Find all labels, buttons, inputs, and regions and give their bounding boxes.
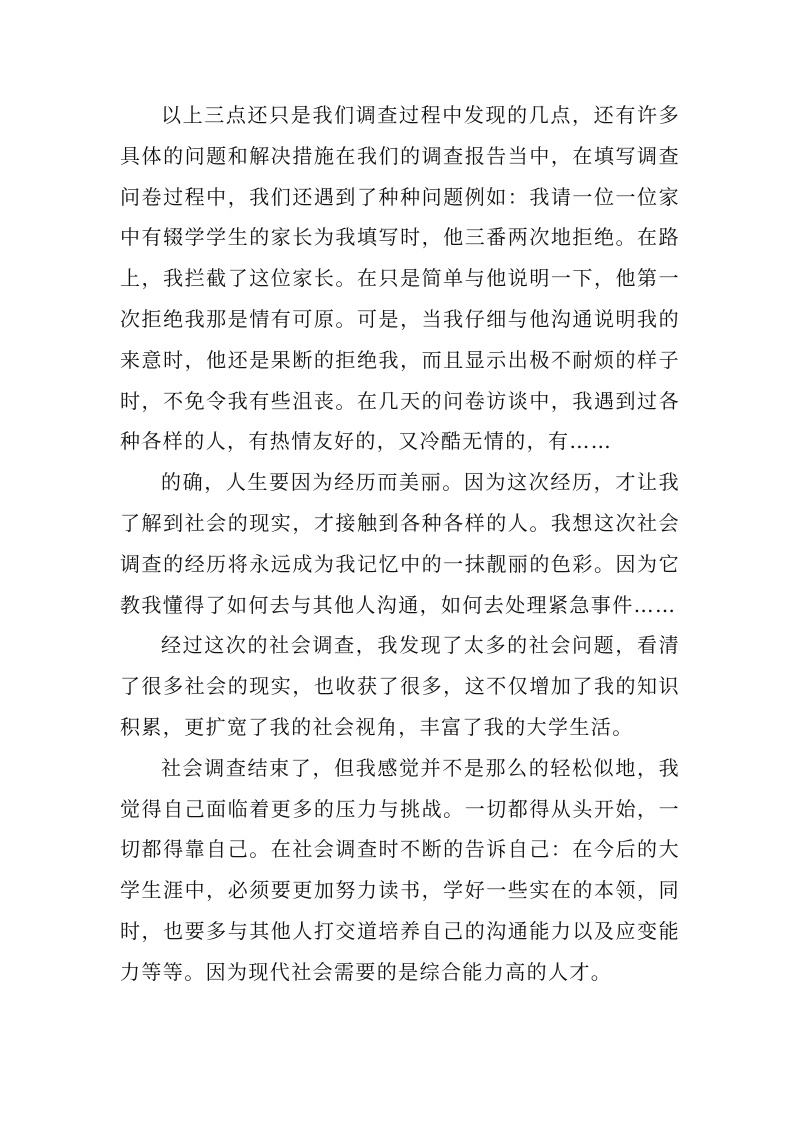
document-body — [120, 95, 680, 993]
paragraph-survey-experience: 以上三点还只是我们调查过程中发现的几点，还有许多具体的问题和解决措施在我们的调查报告当中，在填写调查问卷过程中，我们还遇到了种种问题例如：我请一位一位家中有辍学学生的家长为我填写时，他三番两次地拒绝。在路上，我拦截了这位家长。在只是简单与他说明一下，他第一次拒绝我那是情有可原。可是，当我仔细与他沟通说明我的来意时，他还是果断的拒绝我，而且显示出极不耐烦的样子时，不免令我有些沮丧。在几天的问卷访谈中，我遇到过各种各样的人，有热情友好的，又冷酷无情的，有…… — [120, 103, 680, 454]
paragraph-conclusion: 社会调查结束了，但我感觉并不是那么的轻松似地，我觉得自己面临着更多的压力与挑战。一切都得从头开始，一切都得靠自己。在社会调查时不断的告诉自己：在今后的大学生涯中，必须要更加努力读书，学好一些实在的本领，同时，也要多与其他人打交道培养自己的沟通能力以及应变能力等等。因为现代社会需要的是综合能力高的人才。 — [120, 755, 680, 984]
paragraph-life-reflection: 的确，人生要因为经历而美丽。因为这次经历，才让我了解到社会的现实，才接触到各种各样的人。我想这次社会调查的经历将永远成为我记忆中的一抹靓丽的色彩。因为它教我懂得了如何去与其他人沟通，如何去处理紧急事件…… — [120, 470, 680, 617]
paragraph-survey-gains: 经过这次的社会调查，我发现了太多的社会问题，看清了很多社会的现实，也收获了很多，这不仅增加了我的知识积累，更扩宽了我的社会视角，丰富了我的大学生活。 — [120, 633, 680, 739]
